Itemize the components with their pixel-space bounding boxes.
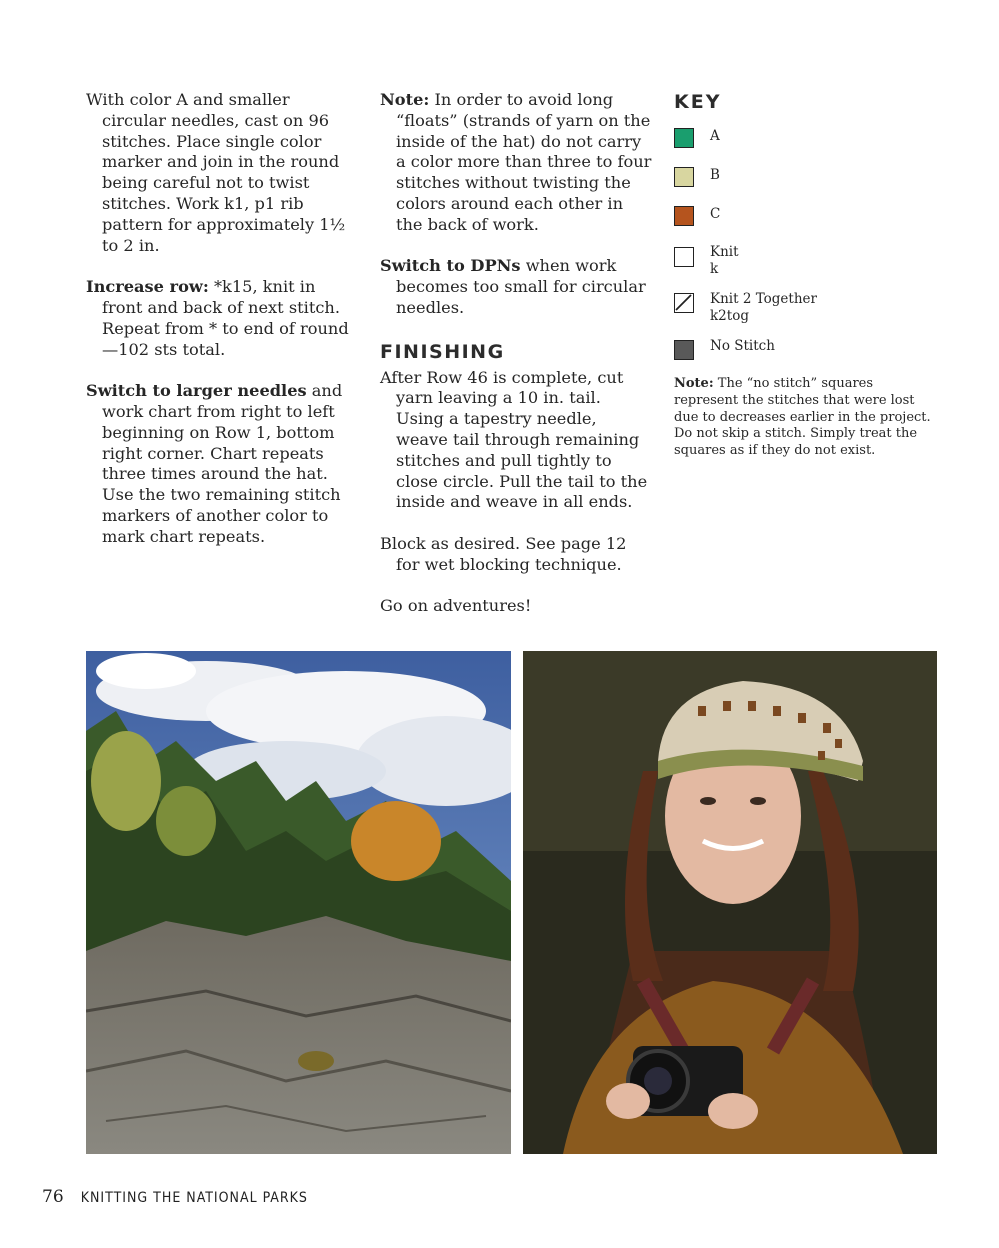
key-title: KEY [674,91,722,113]
key-label-knit: Knit k [710,244,739,277]
model-photo [523,651,937,1154]
larger-needles-paragraph: Switch to larger needles and work chart from right to left beginning on Row 1, bottom right corner. Chart repeats three times around the hat. Use the two remaining stitch markers of another color to mark chart repeats. [86,381,343,546]
finishing-heading: FINISHING [380,340,505,363]
landscape-photo [86,651,511,1154]
finishing-paragraph: After Row 46 is complete, cut yarn leaving a 10 in. tail. Using a tapestry needle, weave tail through remaining stitches and pull tightly to close circle. Pull the tail to the inside and weave in all ends. [380,367,648,512]
key-label-b: B [710,167,720,183]
key-label-c: C [710,206,721,222]
closing-line: Go on adventures! [380,596,532,616]
floats-note-paragraph: Note: In order to avoid long “floats” (strands of yarn on the inside of the hat) do not carry a color more than three to four stitches without twisting the colors around each other in the back of work. [380,90,652,234]
swatch-knit [674,247,694,267]
key-label-k2tog: Knit 2 Together k2tog [710,291,817,324]
swatch-color-b [674,167,694,187]
dpns-paragraph: Switch to DPNs when work becomes too small for circular needles. [380,256,646,317]
key-note: Note: The “no stitch” squares represent the stitches that were lost due to decreases earlier in the project. Do not skip a stitch. Simply treat the squares as if they do not exist. [674,376,931,459]
page-number: 76 [42,1187,64,1207]
cast-on-paragraph: With color A and smaller circular needles, cast on 96 stitches. Place single color marker and join in the round being careful not to twist stitches. Work k1, p1 rib pattern for approximately 1½ to 2 in. [86,90,346,255]
instructions-column-1 [86,90,354,568]
swatch-no-stitch [674,340,694,360]
key-label-a: A [710,128,720,144]
swatch-color-a [674,128,694,148]
chart-key [674,90,938,459]
swatch-color-c [674,206,694,226]
landscape-image [86,651,511,1154]
k2tog-slash-icon [675,294,692,311]
increase-row-paragraph: Increase row: *k15, knit in front and back of next stitch. Repeat from * to end of round—102 sts total. [86,277,349,359]
blocking-paragraph: Block as desired. See page 12 for wet blocking technique. [380,533,627,574]
instructions-column-2 [380,90,652,638]
key-label-no-stitch: No Stitch [710,338,775,354]
swatch-k2tog [674,293,694,313]
running-title: KNITTING THE NATIONAL PARKS [80,1190,308,1206]
page-footer [42,1187,308,1211]
model-image [523,651,937,1154]
